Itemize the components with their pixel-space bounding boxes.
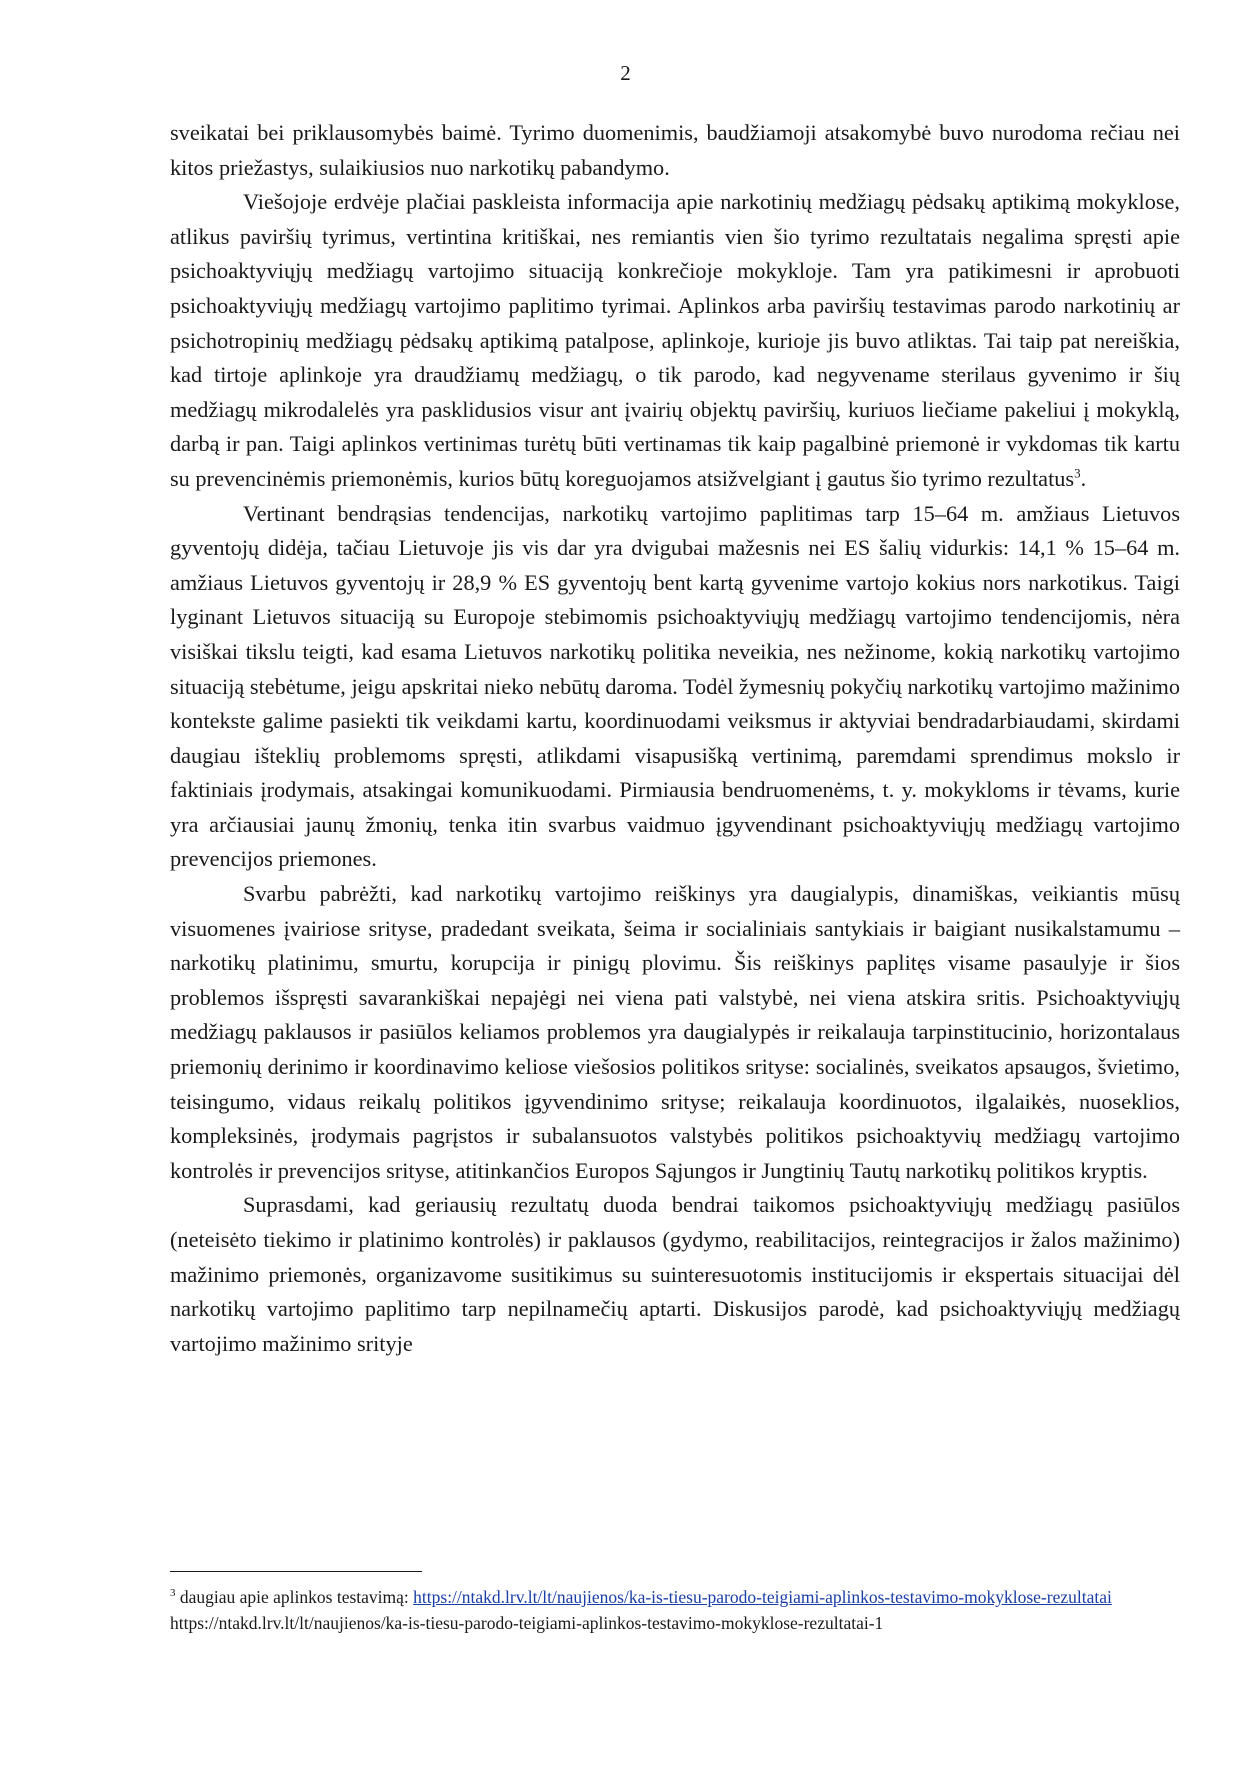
footnotes — [170, 1585, 1190, 1635]
footnote-separator — [170, 1571, 422, 1572]
footnote-lead-text: daugiau apie aplinkos testavimą: — [175, 1587, 414, 1607]
paragraph-surface-testing — [170, 185, 1180, 496]
footnote-marker: 3 — [170, 1587, 176, 1600]
paragraph-general-trends: Vertinant bendrąsias tendencijas, narkotikų vartojimo paplitimas tarp 15–64 m. amžiaus Lietuvos gyventojų didėja, tačiau Lietuvoje jis vis dar yra dvigubai mažesnis nei ES šalių vidurkis: 14,1 % 15–64 m. amžiaus Lietuvos gyventojų ir 28,9 % ES gyventojų bent kartą gyvenime vartojo kokius nors narkotikus. Taigi lyginant Lietuvos situaciją su Europoje stebimomis psichoaktyviųjų medžiagų vartojimo tendencijomis, nėra visiškai tikslu teigti, kad esama Lietuvos narkotikų politika neveikia, nes nežinome, kokią narkotikų vartojimo situaciją stebėtume, jeigu apskritai nieko nebūtų daroma. Todėl žymesnių pokyčių narkotikų vartojimo mažinimo kontekste galime pasiekti tik veikdami kartu, koordinuodami veiksmus ir aktyviai bendradarbiaudami, skirdami daugiau išteklių problemoms spręsti, atlikdami visapusišką vertinimą, paremdami sprendimus mokslo ir faktiniais įrodymais, atsakingai komunikuodami. Pirmiausia bendruomenėms, t. y. mokykloms ir tėvams, kurie yra arčiausiai jaunų žmonių, tenka itin svarbus vaidmuo įgyvendinant psichoaktyviųjų medžiagų vartojimo prevencijos priemones. — [170, 500, 1180, 872]
paragraph-surface-testing-tail: . — [1080, 465, 1087, 491]
footnote-plain-url: https://ntakd.lrv.lt/lt/naujienos/ka-is-tiesu-parodo-teigiami-aplinkos-testavimo-mokyklose-rezultatai-1 — [170, 1613, 884, 1633]
paragraph-understanding: Suprasdami, kad geriausių rezultatų duoda bendrai taikomos psichoaktyviųjų medžiagų pasiūlos (neteisėto tiekimo ir platinimo kontrolės) ir paklausos (gydymo, reabilitacijos, reintegracijos ir žalos mažinimo) mažinimo priemonės, organizavome susitikimus su suinteresuotomis institucijomis ir ekspertais situacijai dėl narkotikų vartojimo paplitimo tarp nepilnamečių aptarti. Diskusijos parodė, kad psichoaktyviųjų medžiagų vartojimo mažinimo srityje — [170, 1192, 1180, 1356]
paragraph-multidimensional: Svarbu pabrėžti, kad narkotikų vartojimo reiškinys yra daugialypis, dinamiškas, veikiantis mūsų visuomenes įvairiose srityse, pradedant sveikata, šeima ir socialiniais santykiais ir baigiant nusikalstamumu – narkotikų platinimu, smurtu, korupcija ir pinigų plovimu. Šis reiškinys paplitęs visame pasaulyje ir šios problemos išspręsti savarankiškai nepajėgi nei viena pati valstybė, nei viena atskira sritis. Psichoaktyviųjų medžiagų paklausos ir pasiūlos keliamos problemos yra daugialypės ir reikalauja tarpinstitucinio, horizontalaus priemonių derinimo ir koordinavimo keliose viešosios politikos srityse: socialinės, sveikatos apsaugos, švietimo, teisingumo, vidaus reikalų politikos įgyvendinimo srityse; reikalauja koordinuotos, ilgalaikės, nuoseklios, kompleksinės, įrodymais pagrįstos ir subalansuotos valstybės politikos psichoaktyvių medžiagų vartojimo kontrolės ir prevencijos srityse, atitinkančios Europos Sąjungos ir Jungtinių Tautų narkotikų politikos kryptis. — [170, 881, 1180, 1183]
page-number: 2 — [620, 61, 631, 85]
footnote-3 — [170, 1585, 1190, 1609]
footnote-reference[interactable]: 3 — [1074, 465, 1081, 481]
body-text — [170, 116, 1180, 1361]
paragraph-surface-testing-text: Viešojoje erdvėje plačiai paskleista informacija apie narkotinių medžiagų pėdsakų aptikimą mokyklose, atlikus paviršių tyrimus, vertintina kritiškai, nes remiantis vien šio tyrimo rezultatais negalima spręsti apie psichoaktyviųjų medžiagų vartojimo situaciją konkrečioje mokykloje. Tam yra patikimesni ir aprobuoti psichoaktyviųjų medžiagų vartojimo paplitimo tyrimai. Aplinkos arba paviršių testavimas parodo narkotinių ar psichotropinių medžiagų pėdsakų aptikimą patalpose, aplinkoje, kurioje jis buvo atliktas. Tai taip pat nereiškia, kad tirtoje aplinkoje yra draudžiamų medžiagų, o tik parodo, kad negyvename sterilaus gyvenimo ir šių medžiagų mikrodalelės yra pasklidusios visur ant įvairių objektų paviršių, kuriuos liečiame pakeliui į mokyklą, darbą ir pan. Taigi aplinkos vertinimas turėtų būti vertinamas tik kaip pagalbinė priemonė ir vykdomas tik kartu su prevencinėmis priemonėmis, kurios būtų koreguojamos atsižvelgiant į gautus šio tyrimo rezultatus — [170, 189, 1180, 491]
paragraph-continued: sveikatai bei priklausomybės baimė. Tyrimo duomenimis, baudžiamoji atsakomybė buvo nurodoma rečiau nei kitos priežastys, sulaikiusios nuo narkotikų pabandymo. — [170, 120, 1180, 180]
footnote-link[interactable]: https://ntakd.lrv.lt/lt/naujienos/ka-is-tiesu-parodo-teigiami-aplinkos-testavimo-mokyklose-rezultatai — [413, 1587, 1112, 1607]
